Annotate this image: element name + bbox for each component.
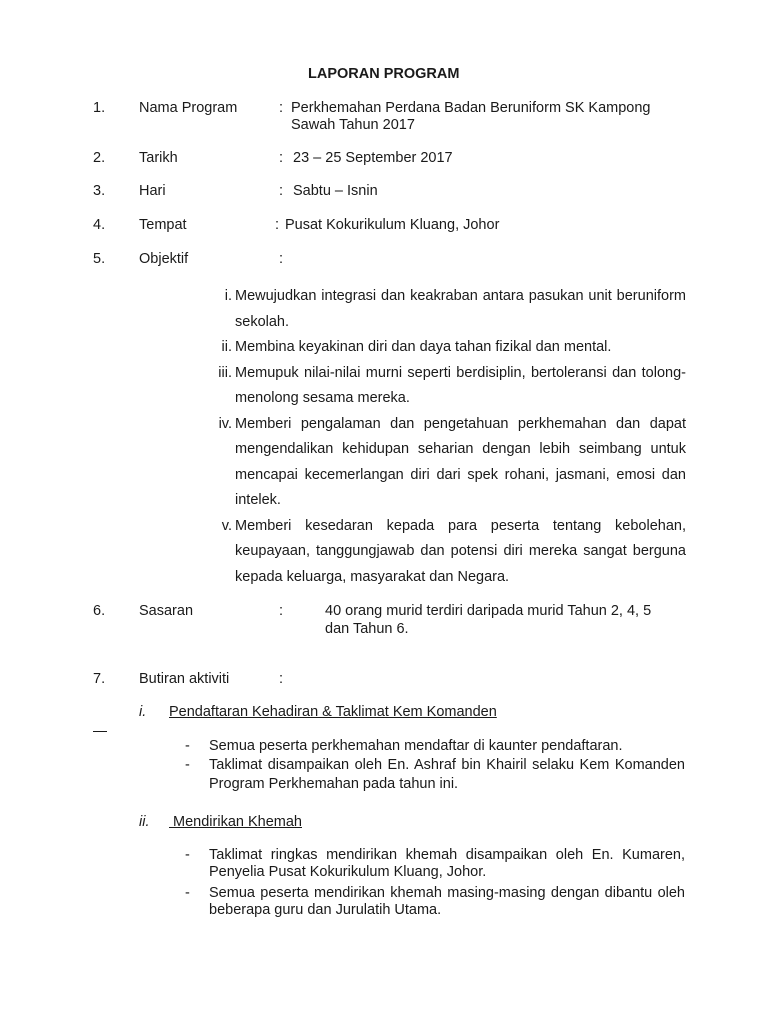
item-colon: : — [279, 183, 284, 199]
item-label: Nama Program — [139, 100, 238, 116]
item-value: Pusat Kokurikulum Kluang, Johor — [285, 217, 500, 233]
item-label: Hari — [139, 183, 166, 199]
item-colon: : — [279, 100, 284, 116]
item-colon: : — [279, 603, 284, 619]
bullet-dash: - — [185, 847, 190, 863]
item-value: Sabtu – Isnin — [293, 183, 378, 199]
item-label: Butiran aktiviti — [139, 671, 230, 687]
item-number: 2. — [93, 150, 106, 166]
item-value-continued: Sawah Tahun 2017 — [291, 117, 415, 133]
list-item — [200, 514, 686, 591]
item-colon: : — [279, 150, 284, 166]
item-colon: : — [275, 217, 280, 233]
item-value-continued: dan Tahun 6. — [325, 621, 409, 637]
item-colon: : — [279, 671, 284, 687]
list-item-text: Memupuk nilai-nilai murni seperti berdisiplin, bertoleransi dan tolong-menolong sesama mereka. — [235, 364, 686, 406]
item-number: 3. — [93, 183, 106, 199]
item-value: Perkhemahan Perdana Badan Beruniform SK Kampong — [291, 100, 651, 116]
item-label: Tarikh — [139, 150, 178, 166]
list-item — [185, 885, 685, 919]
item-number: 4. — [93, 217, 106, 233]
list-item — [200, 284, 686, 335]
item-label: Objektif — [139, 251, 189, 267]
item-number: 5. — [93, 251, 106, 267]
page-title: LAPORAN PROGRAM — [308, 66, 460, 82]
list-item-text: Taklimat ringkas mendirikan khemah disampaikan oleh En. Kumaren, Penyelia Pusat Kokurikulum Kluang, Johor. — [209, 847, 685, 880]
list-item-text: Semua peserta mendirikan khemah masing-masing dengan dibantu oleh beberapa guru dan Jurulatih Utama. — [209, 885, 685, 918]
list-item — [185, 737, 685, 756]
list-marker: iii. — [218, 364, 232, 381]
item-value: 23 – 25 September 2017 — [293, 150, 453, 166]
list-item — [200, 335, 686, 361]
activity-marker: i. — [139, 704, 147, 720]
list-marker: iv. — [218, 415, 232, 432]
stray-underline-mark — [93, 731, 107, 732]
list-item — [200, 361, 686, 412]
list-item-text: Memberi kesedaran kepada para peserta tentang kebolehan, keupayaan, tanggungjawab dan potensi diri mereka sangat berguna kepada keluarga, masyarakat dan Negara. — [235, 517, 686, 585]
list-item-text: Taklimat disampaikan oleh En. Ashraf bin Khairil selaku Kem Komanden Program Perkhemahan pada tahun ini. — [209, 757, 685, 792]
item-number: 1. — [93, 100, 106, 116]
bullet-dash: - — [185, 757, 190, 773]
list-item — [185, 756, 685, 794]
item-value: 40 orang murid terdiri daripada murid Tahun 2, 4, 5 — [325, 603, 652, 619]
bullet-dash: - — [185, 885, 190, 901]
item-number: 6. — [93, 603, 106, 619]
list-marker: ii. — [221, 339, 232, 355]
list-item — [200, 412, 686, 514]
list-marker: i. — [224, 288, 232, 304]
activity-bullets — [185, 847, 685, 919]
activity-marker: ii. — [139, 814, 150, 830]
bullet-dash: - — [185, 738, 190, 754]
list-item-text: Membina keyakinan diri dan daya tahan fizikal dan mental. — [235, 339, 612, 355]
objectives-list — [200, 284, 686, 590]
activity-bullets — [185, 737, 685, 794]
item-colon: : — [279, 251, 284, 267]
list-item-text: Memberi pengalaman dan pengetahuan perkhemahan dan dapat mengendalikan kehidupan seharian dengan lebih seimbang untuk mencapai kecemerlangan diri dari spek rohani, jasmani, emosi dan intelek. — [235, 415, 686, 508]
item-label: Tempat — [139, 217, 187, 233]
item-label: Sasaran — [139, 603, 194, 619]
list-item-text: Semua peserta perkhemahan mendaftar di kaunter pendaftaran. — [209, 738, 623, 754]
activity-heading: Mendirikan Khemah — [169, 814, 302, 830]
item-number: 7. — [93, 671, 106, 687]
list-marker: v. — [221, 517, 232, 534]
list-item — [185, 847, 685, 881]
activity-heading: Pendaftaran Kehadiran & Taklimat Kem Komanden — [169, 704, 497, 720]
list-item-text: Mewujudkan integrasi dan keakraban antara pasukan unit beruniform sekolah. — [235, 288, 686, 330]
